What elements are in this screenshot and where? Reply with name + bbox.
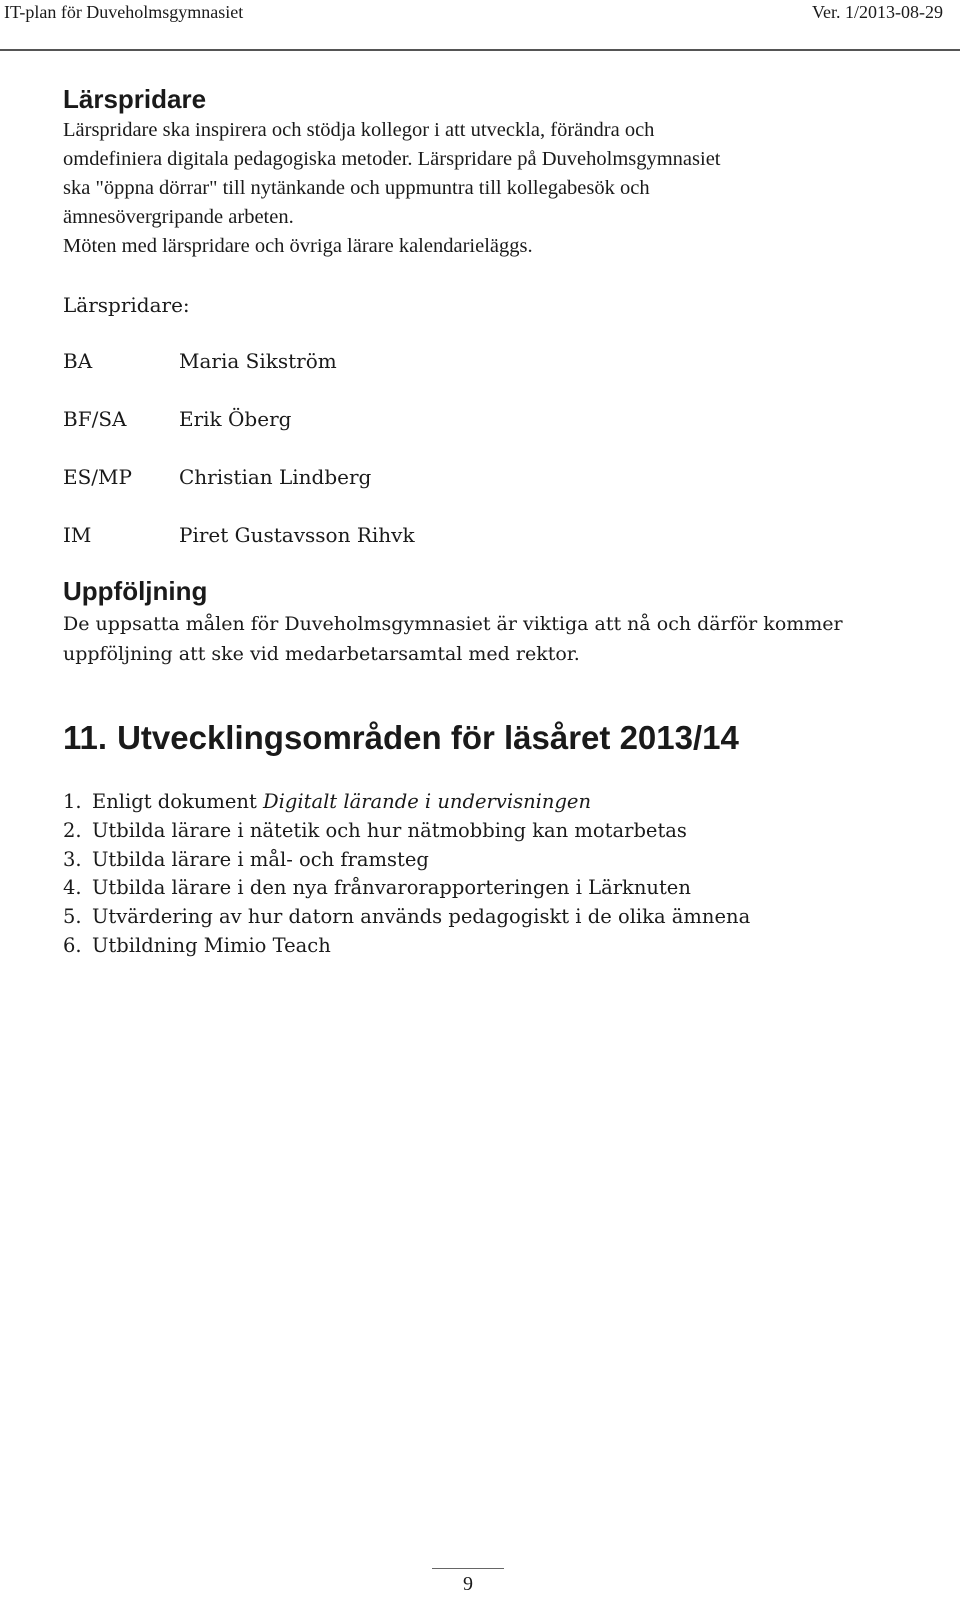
section-title-development	[63, 718, 739, 758]
followup-paragraph	[63, 610, 933, 669]
list-item	[63, 932, 923, 961]
list-item-number: 2.	[63, 818, 82, 842]
spreader-row	[63, 520, 883, 550]
development-list	[63, 788, 923, 961]
document-title: IT-plan för Duveholmsgymnasiet	[4, 2, 244, 22]
paragraph-line: Lärspridare ska inspirera och stödja kollegor i att utveckla, förändra och	[63, 119, 655, 141]
page-number: 9	[463, 1573, 473, 1595]
spreader-name: Christian Lindberg	[179, 465, 372, 489]
paragraph-line: ämnesövergripande arbeten.	[63, 206, 294, 228]
spreader-code: ES/MP	[63, 465, 132, 489]
section-heading-followup: Uppföljning	[63, 576, 208, 606]
list-item-number: 6.	[63, 933, 82, 957]
paragraph-line: Möten med lärspridare och övriga lärare kalendarieläggs.	[63, 235, 533, 257]
list-item-text: Utvärdering av hur datorn används pedagogiskt i de olika ämnena	[92, 905, 751, 929]
lasspridare-paragraph	[63, 116, 923, 261]
list-item-number: 5.	[63, 905, 82, 929]
list-item-number: 3.	[63, 847, 82, 871]
paragraph-line: omdefiniera digitala pedagogiska metoder. Lärspridare på Duveholmsgymnasiet	[63, 148, 721, 170]
list-item-text: Utbilda lärare i mål- och framsteg	[92, 847, 429, 871]
header-divider	[0, 49, 960, 51]
list-item-number: 1.	[63, 790, 82, 813]
paragraph-line: uppföljning att ske vid medarbetarsamtal med rektor.	[63, 642, 580, 665]
spreader-row	[63, 462, 883, 492]
spreader-name: Maria Sikström	[179, 349, 337, 373]
spreader-row	[63, 404, 883, 434]
document-reference: Digitalt lärande i undervisningen	[263, 790, 592, 813]
list-item-text: Utbilda lärare i nätetik och hur nätmobbing kan motarbetas	[92, 818, 687, 842]
paragraph-line: De uppsatta målen för Duveholmsgymnasiet är viktiga att nå och därför kommer	[63, 613, 843, 635]
followup-section	[63, 576, 933, 669]
spreader-row	[63, 346, 883, 376]
spreader-name: Erik Öberg	[179, 407, 292, 431]
list-item	[63, 874, 923, 903]
list-item-text: Utbildning Mimio Teach	[92, 933, 331, 957]
list-item-text: Enligt dokument	[92, 790, 264, 813]
spreaders-list-heading: Lärspridare:	[63, 293, 190, 317]
section-heading-lasspridare: Lärspridare	[63, 84, 207, 114]
spreader-code: BF/SA	[63, 407, 127, 431]
list-item	[63, 846, 923, 875]
spreader-code: BA	[63, 349, 93, 373]
paragraph-line: ska "öppna dörrar" till nytänkande och uppmuntra till kollegabesök och	[63, 177, 650, 199]
list-item	[63, 903, 923, 932]
footer-divider	[432, 1568, 504, 1569]
list-item-number: 4.	[63, 876, 82, 900]
lasspridare-section	[63, 84, 923, 261]
section-title-text: Utvecklingsområden för läsåret 2013/14	[117, 719, 739, 756]
list-item	[63, 788, 923, 817]
spreader-name: Piret Gustavsson Rihvk	[179, 523, 415, 547]
section-number: 11.	[63, 719, 108, 756]
spreader-code: IM	[63, 523, 92, 547]
list-item-text: Utbilda lärare i den nya frånvarorapporteringen i Lärknuten	[92, 876, 691, 900]
page-header	[0, 0, 960, 54]
document-version: Ver. 1/2013-08-29	[812, 2, 943, 22]
list-item	[63, 817, 923, 846]
